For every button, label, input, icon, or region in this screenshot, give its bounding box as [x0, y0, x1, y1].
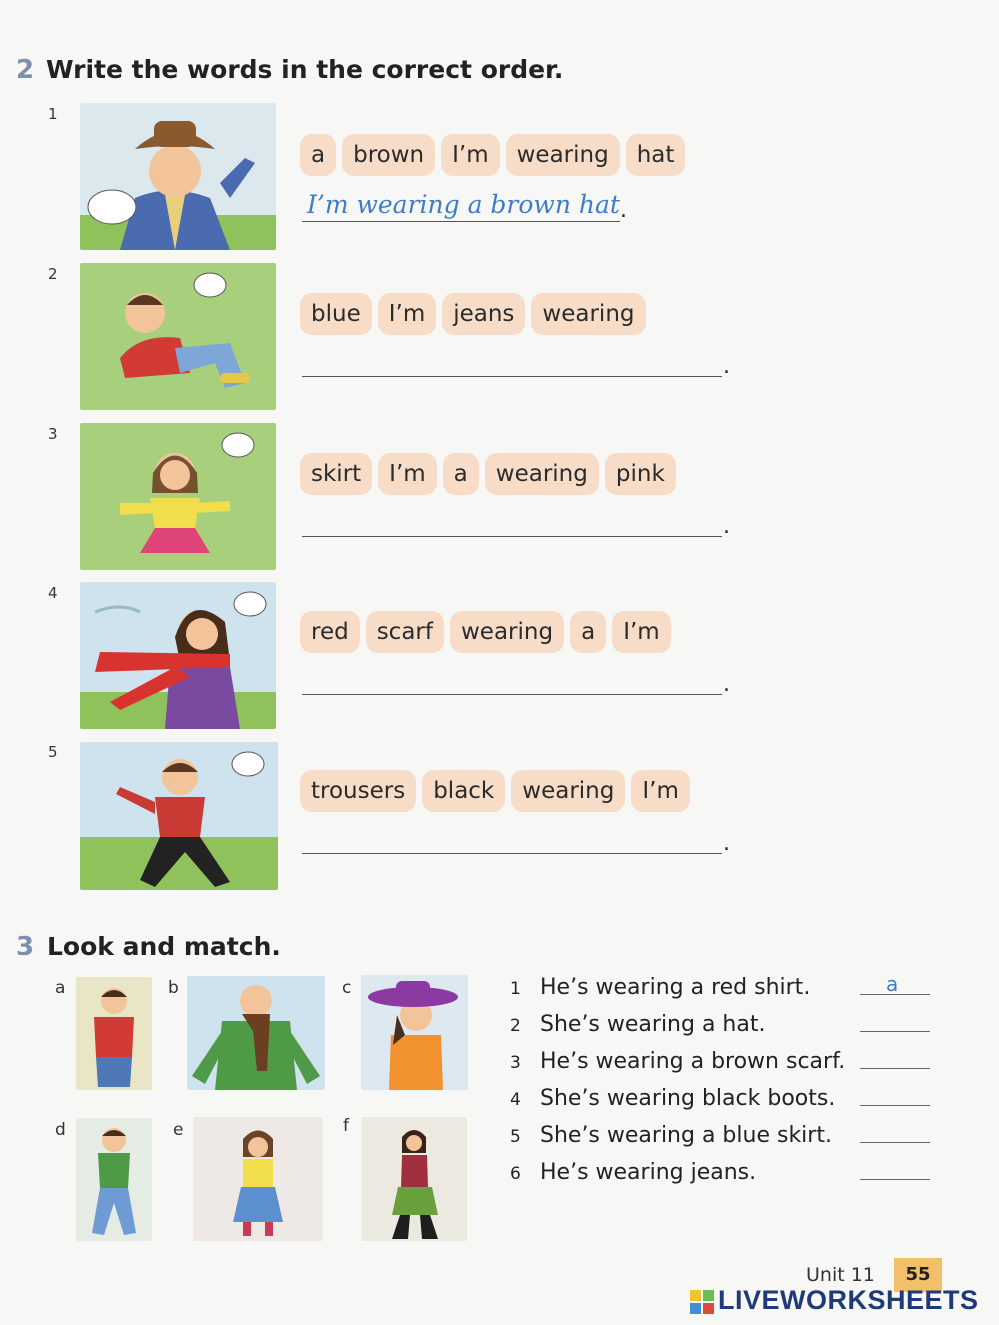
match-sentence: 4 She’s wearing black boots. — [510, 1086, 836, 1111]
word-chip[interactable]: a — [300, 134, 336, 176]
exercise-3-title: Look and match. — [47, 932, 281, 961]
picture-letter: f — [343, 1116, 349, 1136]
word-chip[interactable]: wearing — [450, 611, 564, 653]
match-sentence: 2 She’s wearing a hat. — [510, 1012, 766, 1037]
illustration-girl-pink-skirt — [80, 423, 276, 570]
word-chip[interactable]: skirt — [300, 453, 372, 495]
word-chip[interactable]: I’m — [441, 134, 500, 176]
match-sentence: 1 He’s wearing a red shirt. — [510, 975, 811, 1000]
illustration-woman-red-scarf — [80, 582, 276, 729]
answer-text-1[interactable]: I’m wearing a brown hat — [307, 190, 620, 219]
period: . — [723, 831, 730, 856]
match-answer-1[interactable]: a — [886, 972, 899, 996]
picture-f-girl-black-boots — [362, 1117, 467, 1241]
item-number: 5 — [48, 743, 58, 761]
picture-b-man-brown-scarf — [187, 976, 325, 1090]
match-sentence: 3 He’s wearing a brown scarf. — [510, 1049, 846, 1074]
word-chips-4 — [300, 611, 671, 653]
word-chip[interactable]: wearing — [485, 453, 599, 495]
word-chip[interactable]: brown — [342, 134, 435, 176]
liveworksheets-logo-icon — [690, 1290, 714, 1314]
answer-line-4[interactable] — [302, 694, 722, 695]
word-chip[interactable]: black — [422, 770, 505, 812]
match-blank-5[interactable] — [860, 1142, 930, 1143]
picture-letter: d — [55, 1120, 66, 1140]
word-chip[interactable]: blue — [300, 293, 372, 335]
picture-c-girl-hat — [361, 975, 468, 1090]
word-chip[interactable]: a — [443, 453, 479, 495]
period: . — [723, 672, 730, 697]
word-chips-5 — [300, 770, 690, 812]
word-chip[interactable]: hat — [626, 134, 686, 176]
word-chip[interactable]: a — [570, 611, 606, 653]
match-blank-3[interactable] — [860, 1068, 930, 1069]
illustration-man-brown-hat — [80, 103, 276, 250]
answer-line-1 — [302, 221, 620, 222]
match-blank-4[interactable] — [860, 1105, 930, 1106]
picture-a-boy-red-shirt — [76, 977, 152, 1090]
word-chips-3 — [300, 453, 676, 495]
page-number: 55 — [894, 1258, 942, 1292]
answer-line-2[interactable] — [302, 376, 722, 377]
exercise-2-title: Write the words in the correct order. — [46, 55, 564, 84]
item-number: 4 — [48, 584, 58, 602]
word-chip[interactable]: wearing — [511, 770, 625, 812]
word-chips-2 — [300, 293, 646, 335]
word-chip[interactable]: trousers — [300, 770, 416, 812]
unit-label: Unit 11 — [806, 1264, 875, 1286]
item-number: 1 — [48, 105, 58, 123]
word-chip[interactable]: I’m — [378, 453, 437, 495]
match-blank-6[interactable] — [860, 1179, 930, 1180]
word-chips-1 — [300, 134, 685, 176]
word-chip[interactable]: wearing — [531, 293, 645, 335]
answer-line-3[interactable] — [302, 536, 722, 537]
exercise-2-number: 2 — [16, 55, 35, 85]
match-blank-2[interactable] — [860, 1031, 930, 1032]
picture-letter: b — [168, 978, 179, 998]
picture-letter: a — [55, 978, 66, 998]
word-chip[interactable]: pink — [605, 453, 676, 495]
word-chip[interactable]: red — [300, 611, 360, 653]
picture-d-boy-jeans — [76, 1118, 152, 1241]
period: . — [723, 354, 730, 379]
item-number: 2 — [48, 265, 58, 283]
illustration-man-black-trousers — [80, 742, 278, 890]
word-chip[interactable]: I’m — [612, 611, 671, 653]
picture-e-girl-blue-skirt — [193, 1117, 323, 1241]
item-number: 3 — [48, 425, 58, 443]
period: . — [723, 514, 730, 539]
answer-line-5[interactable] — [302, 853, 722, 854]
word-chip[interactable]: scarf — [366, 611, 444, 653]
illustration-boy-blue-jeans — [80, 263, 276, 410]
word-chip[interactable]: I’m — [378, 293, 437, 335]
word-chip[interactable]: jeans — [442, 293, 525, 335]
word-chip[interactable]: I’m — [631, 770, 690, 812]
period: . — [620, 198, 627, 223]
brand-wordmark: LIVEWORKSHEETS — [718, 1285, 979, 1315]
exercise-3-number: 3 — [16, 932, 35, 962]
match-sentence: 5 She’s wearing a blue skirt. — [510, 1123, 832, 1148]
word-chip[interactable]: wearing — [506, 134, 620, 176]
picture-letter: e — [173, 1120, 184, 1140]
picture-letter: c — [342, 978, 352, 998]
match-sentence: 6 He’s wearing jeans. — [510, 1160, 757, 1185]
match-blank-1[interactable] — [860, 994, 930, 995]
